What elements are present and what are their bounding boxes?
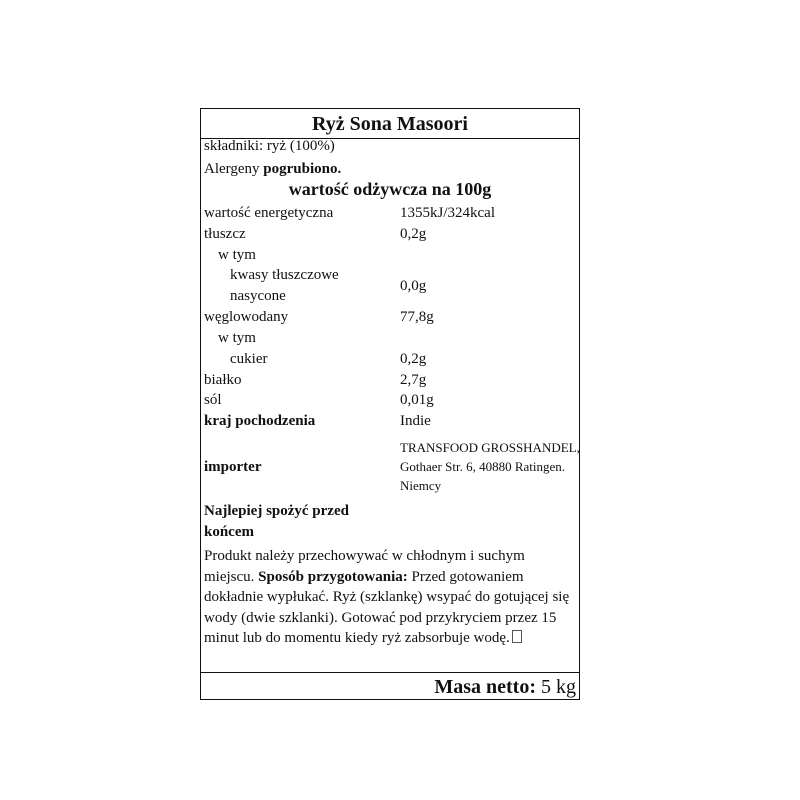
importer-value: TRANSFOOD GROSSHANDEL, Gothaer Str. 6, 40880 Ratingen. Niemcy bbox=[400, 440, 580, 493]
nutrition-carbs-value: 77,8g bbox=[400, 309, 434, 325]
allergens-note bbox=[204, 159, 341, 179]
nutrition-salt-name: sól bbox=[204, 392, 222, 408]
nutrition-fat-of-which: w tym bbox=[218, 247, 256, 263]
origin-name: kraj pochodzenia bbox=[204, 413, 316, 429]
nutrition-saturates-name-2: nasycone bbox=[230, 288, 286, 304]
nutrition-sugar-name: cukier bbox=[230, 351, 268, 367]
divider bbox=[201, 672, 579, 673]
missing-glyph-icon bbox=[512, 630, 522, 643]
nutrition-carbs-of-which: w tym bbox=[218, 330, 256, 346]
nutrition-fat-value: 0,2g bbox=[400, 226, 427, 242]
nutrition-protein-value: 2,7g bbox=[400, 372, 427, 388]
nutrition-energy-name: wartość energetyczna bbox=[204, 205, 334, 221]
storage-text: Produkt należy przechowywać w chłodnym i suchym miejscu. bbox=[204, 548, 525, 585]
nutrition-protein-name: białko bbox=[204, 372, 242, 388]
preparation-text: Przed gotowaniem dokładnie wypłukać. Ryż (szklankę) wsypać do gotującej się wody (dwie szklanki). Gotować pod przykryciem przez 15 minut lub do momentu kiedy ryż zabsorbuje wodę. bbox=[204, 568, 570, 647]
net-weight-value: 5 kg bbox=[541, 676, 576, 698]
net-weight bbox=[434, 676, 576, 698]
nutrition-carbs-name: węglowodany bbox=[204, 309, 289, 325]
preparation-label: Sposób przygotowania: bbox=[258, 568, 408, 585]
allergens-bold: pogrubiono. bbox=[263, 161, 342, 177]
nutrition-saturates-name-1: kwasy tłuszczowe bbox=[230, 267, 339, 283]
best-before: Najlepiej spożyć przed końcem bbox=[204, 503, 349, 540]
nutrition-salt-value: 0,01g bbox=[400, 392, 434, 408]
nutrition-heading: wartość odżywcza na 100g bbox=[288, 179, 492, 199]
importer-name: importer bbox=[204, 459, 262, 475]
origin-value: Indie bbox=[400, 413, 431, 429]
allergens-prefix: Alergeny bbox=[204, 161, 260, 177]
nutrition-energy-value: 1355kJ/324kcal bbox=[400, 205, 495, 221]
nutrition-saturates-value: 0,0g bbox=[400, 278, 427, 294]
product-label bbox=[200, 108, 580, 700]
storage-instructions bbox=[204, 546, 576, 649]
net-weight-label: Masa netto: bbox=[434, 676, 536, 698]
nutrition-sugar-value: 0,2g bbox=[400, 351, 427, 367]
product-title: Ryż Sona Masoori bbox=[312, 113, 468, 135]
nutrition-fat-name: tłuszcz bbox=[204, 226, 246, 242]
ingredients: składniki: ryż (100%) bbox=[204, 138, 335, 154]
